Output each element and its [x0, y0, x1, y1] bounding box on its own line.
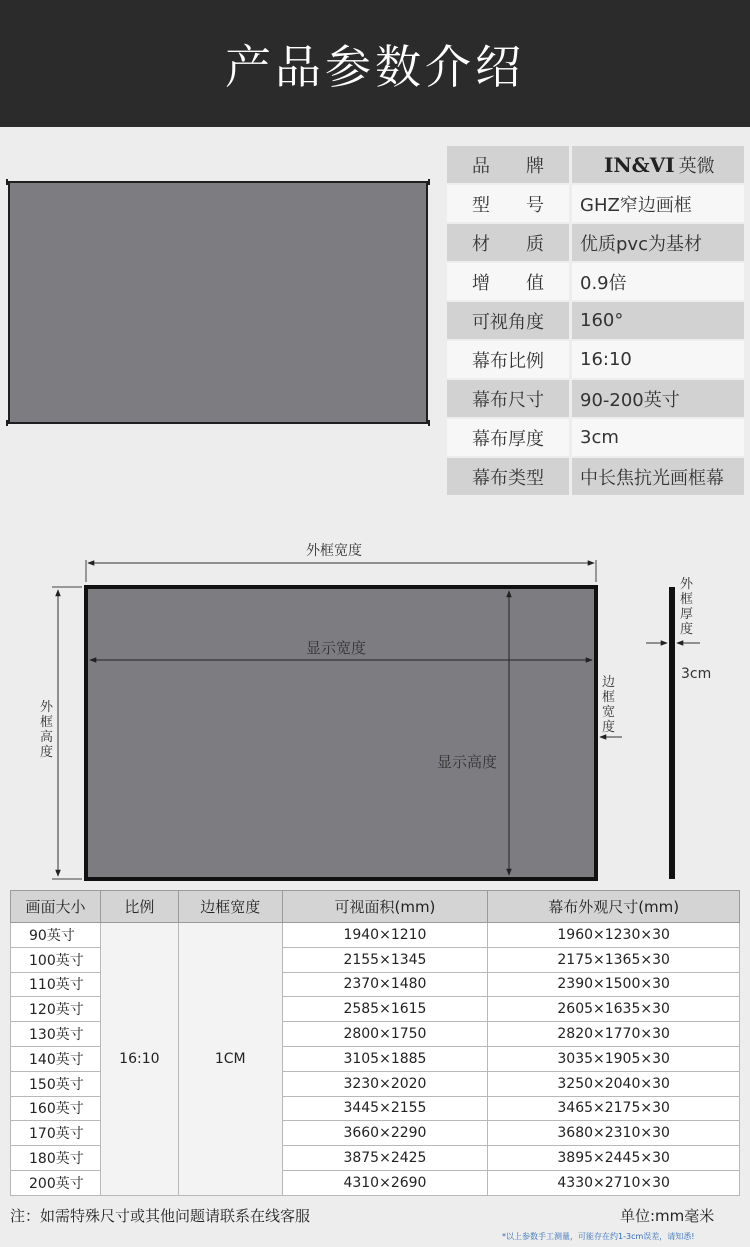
outer-size-cell: 3250×2040×30: [488, 1071, 740, 1096]
spec-label: 幕布比例: [447, 341, 569, 378]
outer-size-cell: 3465×2175×30: [488, 1096, 740, 1121]
visible-area-cell: 2585×1615: [282, 997, 488, 1022]
spec-value: 0.9倍: [572, 263, 744, 300]
corner-mark: [428, 179, 430, 185]
screen-product-image: [8, 181, 428, 424]
brand-name: 英微: [678, 155, 715, 177]
size-cell: 120英寸: [11, 997, 101, 1022]
size-cell: 160英寸: [11, 1096, 101, 1121]
spec-label: 增 值: [447, 263, 569, 300]
outer-size-cell: 2605×1635×30: [488, 997, 740, 1022]
size-cell: 140英寸: [11, 1046, 101, 1071]
page-header: [0, 0, 750, 127]
footer-note: 注：如需特殊尺寸或其他问题请联系在线客服: [10, 1207, 311, 1225]
spec-label: 幕布类型: [447, 458, 569, 495]
spec-value: 160°: [572, 302, 744, 339]
spec-row: [447, 302, 744, 341]
visible-area-cell: 3875×2425: [282, 1146, 488, 1171]
spec-row: [447, 263, 744, 302]
side-profile-drawing: [669, 587, 675, 879]
spec-value: 优质pvc为基材: [572, 224, 744, 261]
outer-size-cell: 3035×1905×30: [488, 1046, 740, 1071]
outer-height-label: 外框高度: [40, 700, 54, 760]
visible-area-cell: 2800×1750: [282, 1022, 488, 1047]
spec-row: [447, 380, 744, 419]
corner-mark: [6, 179, 8, 185]
size-cell: 170英寸: [11, 1121, 101, 1146]
corner-mark: [428, 420, 430, 426]
spec-value: [572, 146, 744, 183]
measurement-disclaimer: *以上参数手工测量，可能存在约1-3cm误差，请知悉!: [502, 1232, 695, 1241]
header-frame: 边框宽度: [178, 891, 282, 923]
size-cell: 100英寸: [11, 947, 101, 972]
frame-width-label: 边框宽度: [602, 675, 616, 735]
size-cell: 110英寸: [11, 972, 101, 997]
header-visible-area: 可视面积(mm): [282, 891, 488, 923]
dimension-diagram: [0, 530, 750, 890]
outer-size-cell: 1960×1230×30: [488, 923, 740, 948]
display-height-label: 显示高度: [437, 753, 498, 771]
outer-size-cell: 3680×2310×30: [488, 1121, 740, 1146]
header-size: 画面大小: [11, 891, 101, 923]
size-cell: 130英寸: [11, 1022, 101, 1047]
size-cell: 200英寸: [11, 1170, 101, 1195]
outer-size-cell: 2820×1770×30: [488, 1022, 740, 1047]
spec-row: [447, 224, 744, 263]
spec-row: [447, 419, 744, 458]
size-table-header-row: [11, 891, 740, 923]
size-cell: 90英寸: [11, 923, 101, 948]
spec-label: 可视角度: [447, 302, 569, 339]
corner-mark: [6, 420, 8, 426]
size-cell: 150英寸: [11, 1071, 101, 1096]
thickness-value: 3cm: [681, 666, 712, 682]
table-row: [11, 923, 740, 948]
outer-size-cell: 3895×2445×30: [488, 1146, 740, 1171]
spec-label: 幕布尺寸: [447, 380, 569, 417]
outer-thickness-label: 外框厚度: [680, 577, 694, 637]
visible-area-cell: 2155×1345: [282, 947, 488, 972]
spec-value: GHZ窄边画框: [572, 185, 744, 222]
spec-row: [447, 458, 744, 497]
frame-cell: 1CM: [178, 923, 282, 1196]
outer-width-label: 外框宽度: [306, 543, 362, 559]
spec-row: [447, 341, 744, 380]
size-cell: 180英寸: [11, 1146, 101, 1171]
size-table: [10, 890, 740, 1196]
header-ratio: 比例: [100, 891, 178, 923]
visible-area-cell: 2370×1480: [282, 972, 488, 997]
visible-area-cell: 1940×1210: [282, 923, 488, 948]
spec-row: [447, 185, 744, 224]
spec-value: 16:10: [572, 341, 744, 378]
outer-size-cell: 4330×2710×30: [488, 1170, 740, 1195]
visible-area-cell: 4310×2690: [282, 1170, 488, 1195]
header-outer-size: 幕布外观尺寸(mm): [488, 891, 740, 923]
spec-label: 材 质: [447, 224, 569, 261]
spec-table: [447, 146, 744, 497]
spec-label: 品 牌: [447, 146, 569, 183]
spec-label: 幕布厚度: [447, 419, 569, 456]
screen-frame-drawing: [86, 587, 596, 879]
spec-label: 型 号: [447, 185, 569, 222]
spec-row: [447, 146, 744, 185]
outer-size-cell: 2175×1365×30: [488, 947, 740, 972]
unit-label: 单位:mm毫米: [620, 1207, 715, 1225]
display-width-label: 显示宽度: [306, 639, 367, 657]
spec-value: 90-200英寸: [572, 380, 744, 417]
visible-area-cell: 3445×2155: [282, 1096, 488, 1121]
spec-value: 3cm: [572, 419, 744, 456]
visible-area-cell: 3105×1885: [282, 1046, 488, 1071]
visible-area-cell: 3230×2020: [282, 1071, 488, 1096]
page-title: 产品参数介绍: [225, 39, 525, 94]
outer-size-cell: 2390×1500×30: [488, 972, 740, 997]
ratio-cell: 16:10: [100, 923, 178, 1196]
brand-logo: IN&VI: [604, 152, 675, 177]
dimension-diagram-svg: [0, 530, 750, 890]
visible-area-cell: 3660×2290: [282, 1121, 488, 1146]
spec-value: 中长焦抗光画框幕: [572, 458, 744, 495]
